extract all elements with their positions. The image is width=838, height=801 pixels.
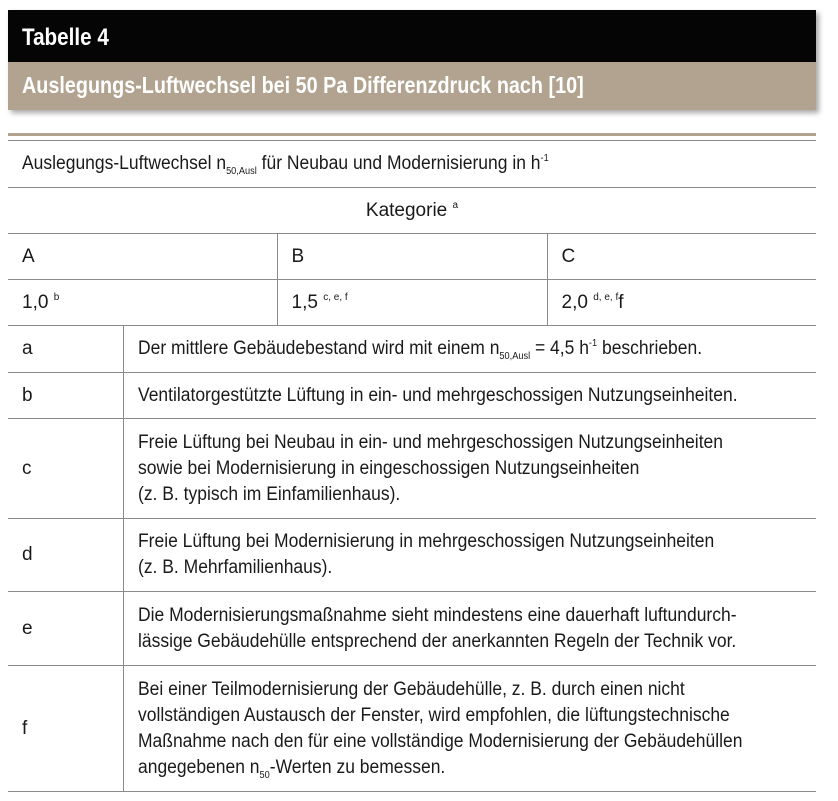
footnote-key: d bbox=[8, 519, 123, 592]
footnote-key: c bbox=[8, 419, 123, 519]
footnote-text: Freie Lüftung bei Modernisierung in mehrgeschossigen Nutzungseinheiten (z. B. Mehrfamilienhaus). bbox=[123, 519, 816, 592]
category-a-value: 1,0 $^b$ bbox=[8, 280, 277, 326]
category-label-cell: Kategorie $^a$ bbox=[8, 188, 816, 234]
footnote-text: Die Modernisierungsmaßnahme sieht mindestens eine dauerhaft luftundurch- lässige Gebäudehülle entsprechend der anerkannten Regeln der Technik vor. bbox=[123, 592, 816, 666]
category-b: B bbox=[277, 234, 547, 280]
category-values-row bbox=[8, 280, 816, 326]
header-row bbox=[8, 141, 816, 188]
category-row bbox=[8, 188, 816, 234]
category-names-row bbox=[8, 234, 816, 280]
table-header-cell: Auslegungs-Luftwechsel $n_{50,Ausl}$ für Neubau und Modernisierung in $h^{-1}$ bbox=[8, 141, 816, 188]
footnote-row bbox=[8, 419, 816, 519]
category-c-value: 2,0 $^{d, e, f}$f bbox=[547, 280, 816, 326]
footnote-row bbox=[8, 519, 816, 592]
footnote-key: a bbox=[8, 326, 123, 373]
footnote-key: e bbox=[8, 592, 123, 666]
table-banner bbox=[8, 10, 816, 110]
footnote-row bbox=[8, 592, 816, 666]
table-label: Tabelle 4 bbox=[8, 10, 816, 62]
footnote-text: Freie Lüftung bei Neubau in ein- und mehrgeschossigen Nutzungseinheiten sowie bei Modernisierung in eingeschossigen Nutzungseinheiten (z. B. typisch im Einfamilienhaus). bbox=[123, 419, 816, 519]
air-exchange-table bbox=[8, 140, 816, 792]
category-c: C bbox=[547, 234, 816, 280]
footnote-key: f bbox=[8, 666, 123, 792]
footnote-key: b bbox=[8, 373, 123, 419]
category-a: A bbox=[8, 234, 277, 280]
footnote-text: Der mittlere Gebäudebestand wird mit einem $n_{50,Ausl} = 4,5$ $h^{-1}$ beschrieben. bbox=[123, 326, 816, 373]
category-b-value: 1,5 $^{c, e, f}$ bbox=[277, 280, 547, 326]
divider bbox=[8, 133, 816, 136]
footnote-row bbox=[8, 666, 816, 792]
footnote-text: Ventilatorgestützte Lüftung in ein- und mehrgeschossigen Nutzungseinheiten. bbox=[123, 373, 816, 419]
footnote-row bbox=[8, 326, 816, 373]
table-title: Auslegungs-Luftwechsel bei 50 Pa Differenzdruck nach [10] bbox=[8, 62, 816, 110]
footnote-row bbox=[8, 373, 816, 419]
footnote-text: Bei einer Teilmodernisierung der Gebäudehülle, z. B. durch einen nicht vollständigen Austausch der Fenster, wird empfohlen, die lüftungstechnische Maßnahme nach den für eine vollständige Modernisierung der Gebäudehüllen angegebenen $n_{50}$-Werten zu bemessen. bbox=[123, 666, 816, 792]
